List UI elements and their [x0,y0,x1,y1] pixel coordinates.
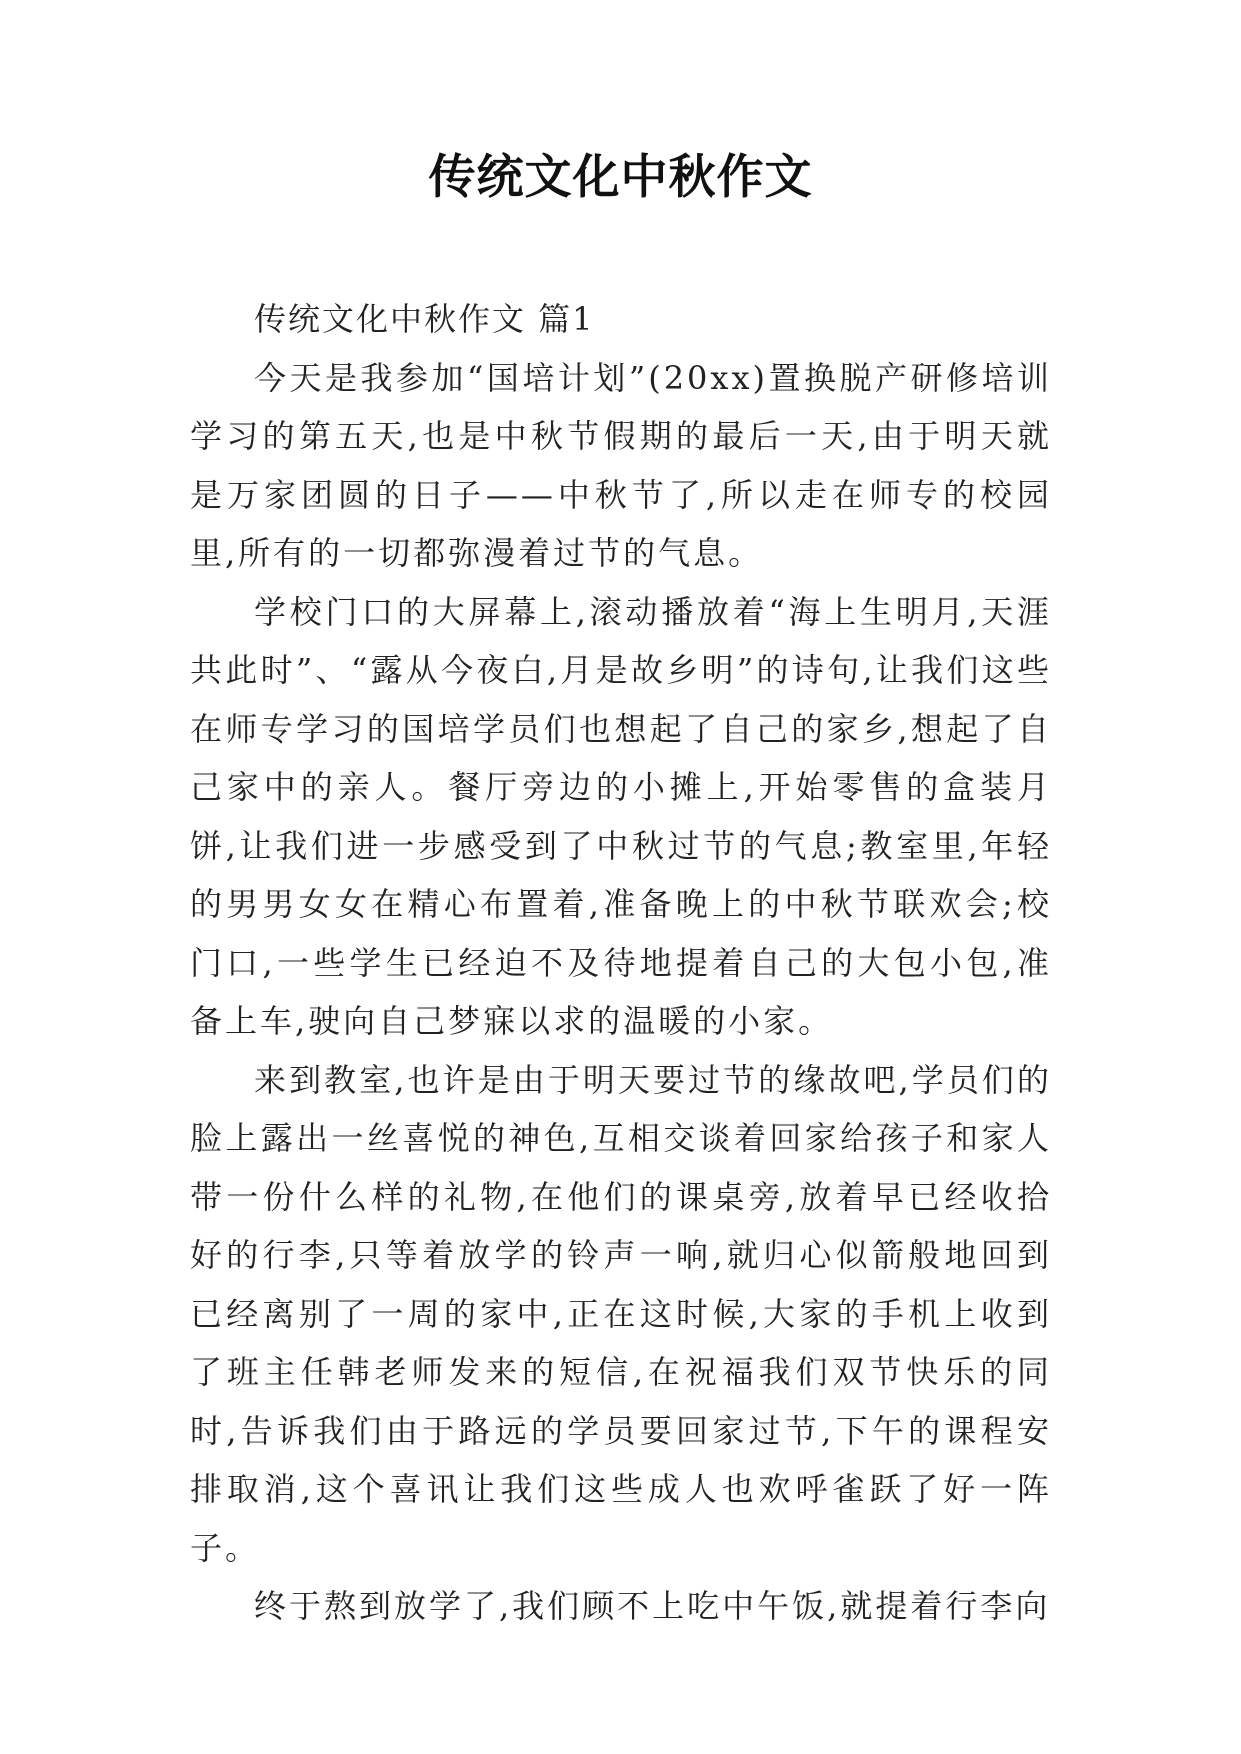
paragraph-1: 今天是我参加“国培计划”(20xx)置换脱产研修培训学习的第五天,也是中秋节假期的最后一天,由于明天就是万家团圆的日子——中秋节了,所以走在师专的校园里,所有的一切都弥漫着过节的气息。 [190,358,1052,572]
document-body [190,290,1052,1636]
paragraph-3: 来到教室,也许是由于明天要过节的缘故吧,学员们的脸上露出一丝喜悦的神色,互相交谈着回家给孩子和家人带一份什么样的礼物,在他们的课桌旁,放着早已经收拾好的行李,只等着放学的铃声一响,就归心似箭般地回到已经离别了一周的家中,正在这时候,大家的手机上收到了班主任韩老师发来的短信,在祝福我们双节快乐的同时,告诉我们由于路远的学员要回家过节,下午的课程安排取消,这个喜讯让我们这些成人也欢呼雀跃了好一阵子。 [190,1060,1052,1567]
paragraph-4: 终于熬到放学了,我们顾不上吃中午饭,就提着行李向 [254,1587,1051,1625]
paragraph-2: 学校门口的大屏幕上,滚动播放着“海上生明月,天涯共此时”、“露从今夜白,月是故乡明”的诗句,让我们这些在师专学习的国培学员们也想起了自己的家乡,想起了自己家中的亲人。餐厅旁边的小摊上,开始零售的盒装月饼,让我们进一步感受到了中秋过节的气息;教室里,年轻的男男女女在精心布置着,准备晚上的中秋节联欢会;校门口,一些学生已经迫不及待地提着自己的大包小包,准备上车,驶向自己梦寐以求的温暖的小家。 [190,592,1052,1040]
section-heading: 传统文化中秋作文 篇1 [254,300,595,338]
document-title: 传统文化中秋作文 [428,150,813,205]
